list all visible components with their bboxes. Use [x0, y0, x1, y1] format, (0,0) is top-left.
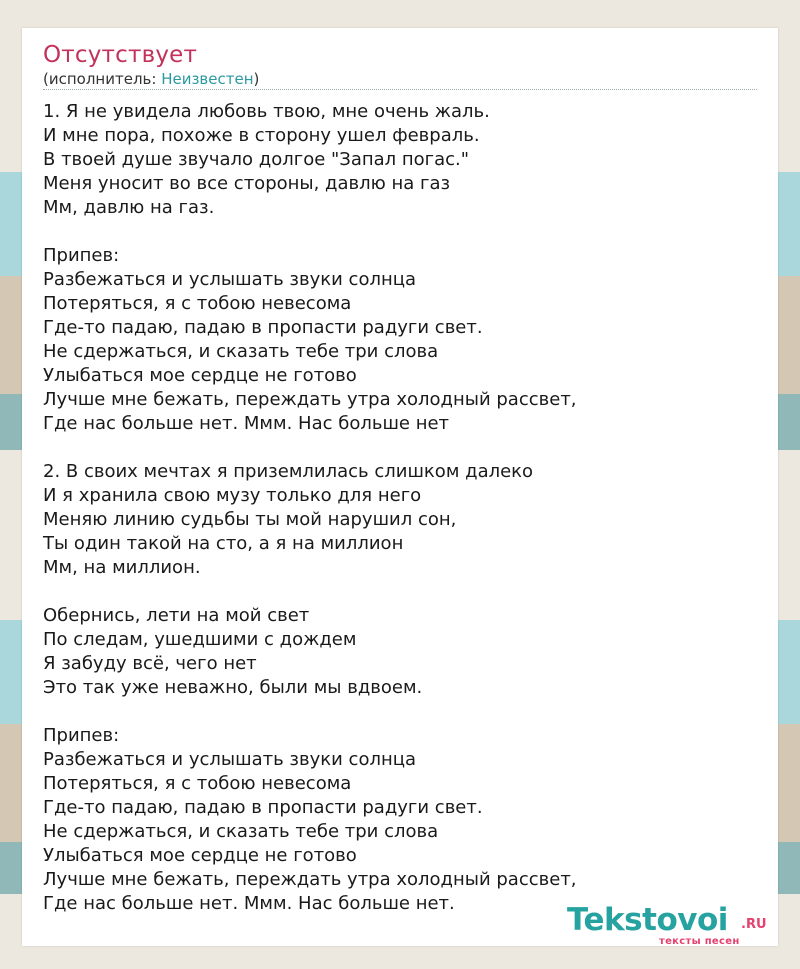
artist-link[interactable]: Неизвестен — [161, 70, 254, 88]
logo-tld: .RU — [741, 917, 767, 932]
artist-prefix: (исполнитель: — [43, 70, 162, 88]
lyrics-card — [22, 28, 778, 946]
artist-suffix: ) — [253, 70, 260, 88]
logo-tagline: тексты песен — [659, 936, 740, 947]
site-logo[interactable] — [567, 902, 777, 952]
song-title: Отсутствует — [43, 42, 198, 68]
lyrics-text: 1. Я не увидела любовь твою, мне очень жаль. И мне пора, похоже в сторону ушел февраль. В твоей душе звучало долгое "Запал погас." Меня уносит во все стороны, давлю на газ Мм, давлю на газ. Припев: Разбежаться и услышать звуки солнца Потеряться, я с тобою невесома Где-то падаю, падаю в пропасти радуги свет. Не сдержаться, и сказать тебе три слова Улыбаться мое сердце не готово Лучше мне бежать, переждать утра холодный рассвет, Где нас больше нет. Ммм. Нас больше нет 2. В своих мечтах я приземлилась слишком далеко И я хранила свою музу только для него Меняю линию судьбы ты мой нарушил сон, Ты один такой на сто, а я на миллион Мм, на миллион. Обернись, лети на мой свет По следам, ушедшими с дождем Я забуду всё, чего нет Это так уже неважно, были мы вдвоем. Припев: Разбежаться и услышать звуки солнца Потеряться, я с тобою невесома Где-то падаю, падаю в пропасти радуги свет. Не сдержаться, и сказать тебе три слова Улыбаться мое сердце не готово Лучше мне бежать, переждать утра холодный рассвет, Где нас больше нет. Ммм. Нас больше нет. — [43, 101, 577, 914]
title-divider — [43, 89, 757, 90]
artist-line — [43, 70, 259, 88]
logo-name: Tekstovoi — [567, 902, 728, 938]
